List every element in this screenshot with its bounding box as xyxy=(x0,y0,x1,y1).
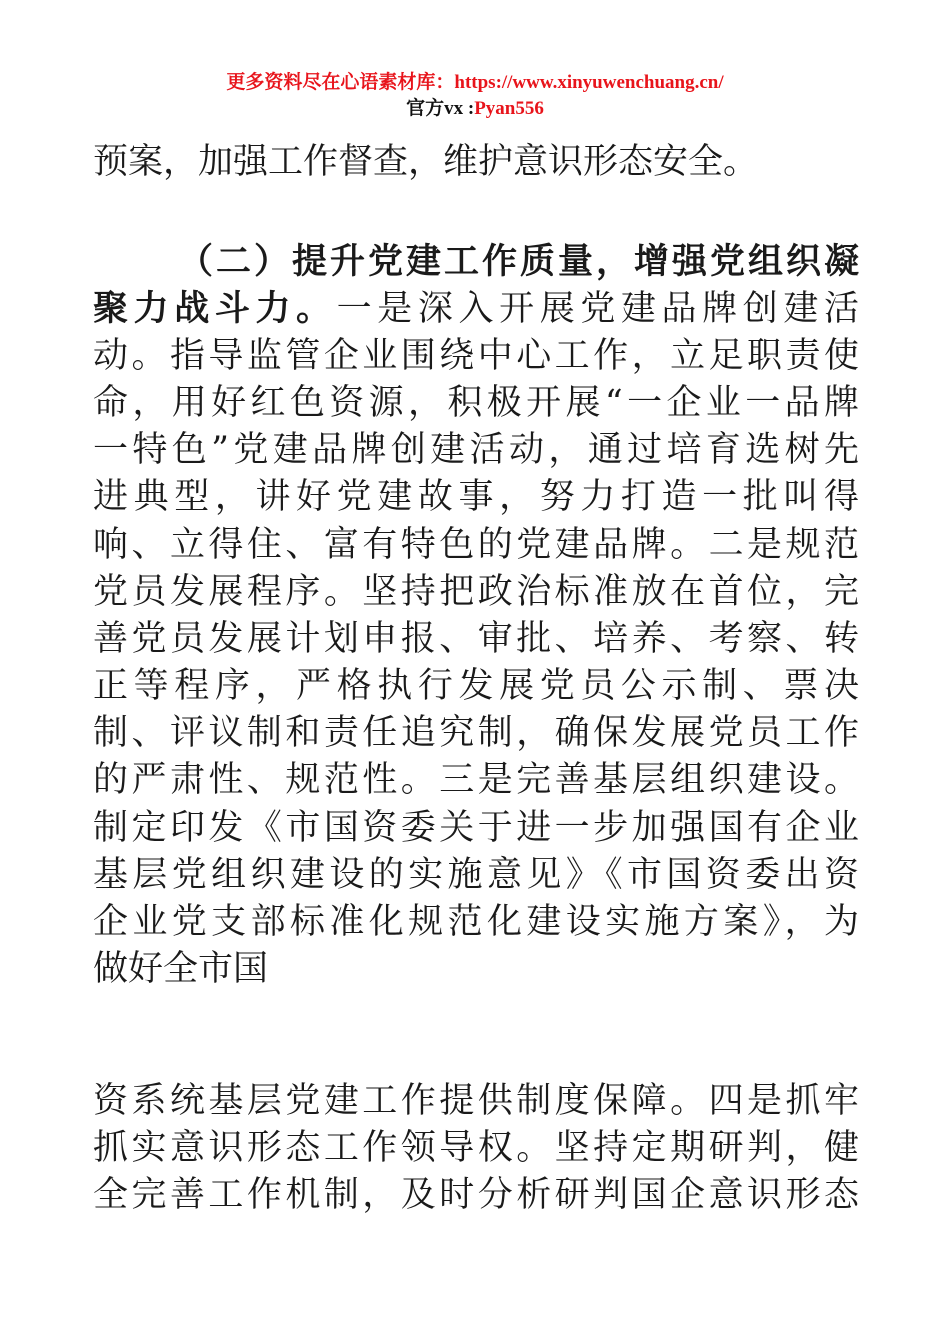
body-line-12: 的严肃性、规范性。三是完善基层组织建设。 xyxy=(93,760,859,800)
header-contact-label: 官方vx : xyxy=(406,98,475,119)
header-line-2 xyxy=(0,96,950,122)
watermark-header xyxy=(0,70,950,122)
body-line-03: 动。指导监管企业围绕中心工作，立足职责使 xyxy=(93,336,859,376)
body-line-05: 一特色”党建品牌创建活动，通过培育选树先 xyxy=(93,430,859,470)
body-line-13: 制定印发《市国资委关于进一步加强国有企业 xyxy=(93,808,859,848)
section-heading-tail: 聚力战斗力。 xyxy=(93,288,337,329)
body-line-02 xyxy=(93,283,859,335)
body-line-01: 预案，加强工作督查，维护意识形态安全。 xyxy=(93,142,759,182)
body-line-06: 进典型，讲好党建故事，努力打造一批叫得 xyxy=(93,477,859,517)
body-line-17: 资系统基层党建工作提供制度保障。四是抓牢 xyxy=(93,1081,859,1121)
body-line-04: 命，用好红色资源，积极开展“一企业一品牌 xyxy=(93,383,859,423)
body-line-02-text: 一是深入开展党建品牌创建活 xyxy=(336,289,859,329)
section-heading: （二）提升党建工作质量，增强党组织凝 xyxy=(178,241,859,282)
body-line-07: 响、立得住、富有特色的党建品牌。二是规范 xyxy=(93,525,859,565)
header-line-1 xyxy=(0,70,950,96)
body-line-10: 正等程序，严格执行发展党员公示制、票决 xyxy=(93,666,859,706)
body-line-14: 基层党组织建设的实施意见》《市国资委出资 xyxy=(93,855,859,895)
body-line-11: 制、评议制和责任追究制，确保发展党员工作 xyxy=(93,713,859,753)
body-line-15: 企业党支部标准化规范化建设实施方案》，为 xyxy=(93,902,859,942)
header-label: 更多资料尽在心语素材库： xyxy=(226,72,455,93)
body-line-08: 党员发展程序。坚持把政治标准放在首位，完 xyxy=(93,572,859,612)
header-url-link[interactable]: https://www.xinyuwenchuang.cn/ xyxy=(454,72,724,93)
body-line-16: 做好全市国 xyxy=(93,949,269,989)
body-line-09: 善党员发展计划申报、审批、培养、考察、转 xyxy=(93,619,859,659)
body-line-19: 全完善工作机制，及时分析研判国企意识形态 xyxy=(93,1175,859,1215)
body-line-18: 抓实意识形态工作领导权。坚持定期研判，健 xyxy=(93,1128,859,1168)
header-contact-id: Pyan556 xyxy=(474,98,544,119)
